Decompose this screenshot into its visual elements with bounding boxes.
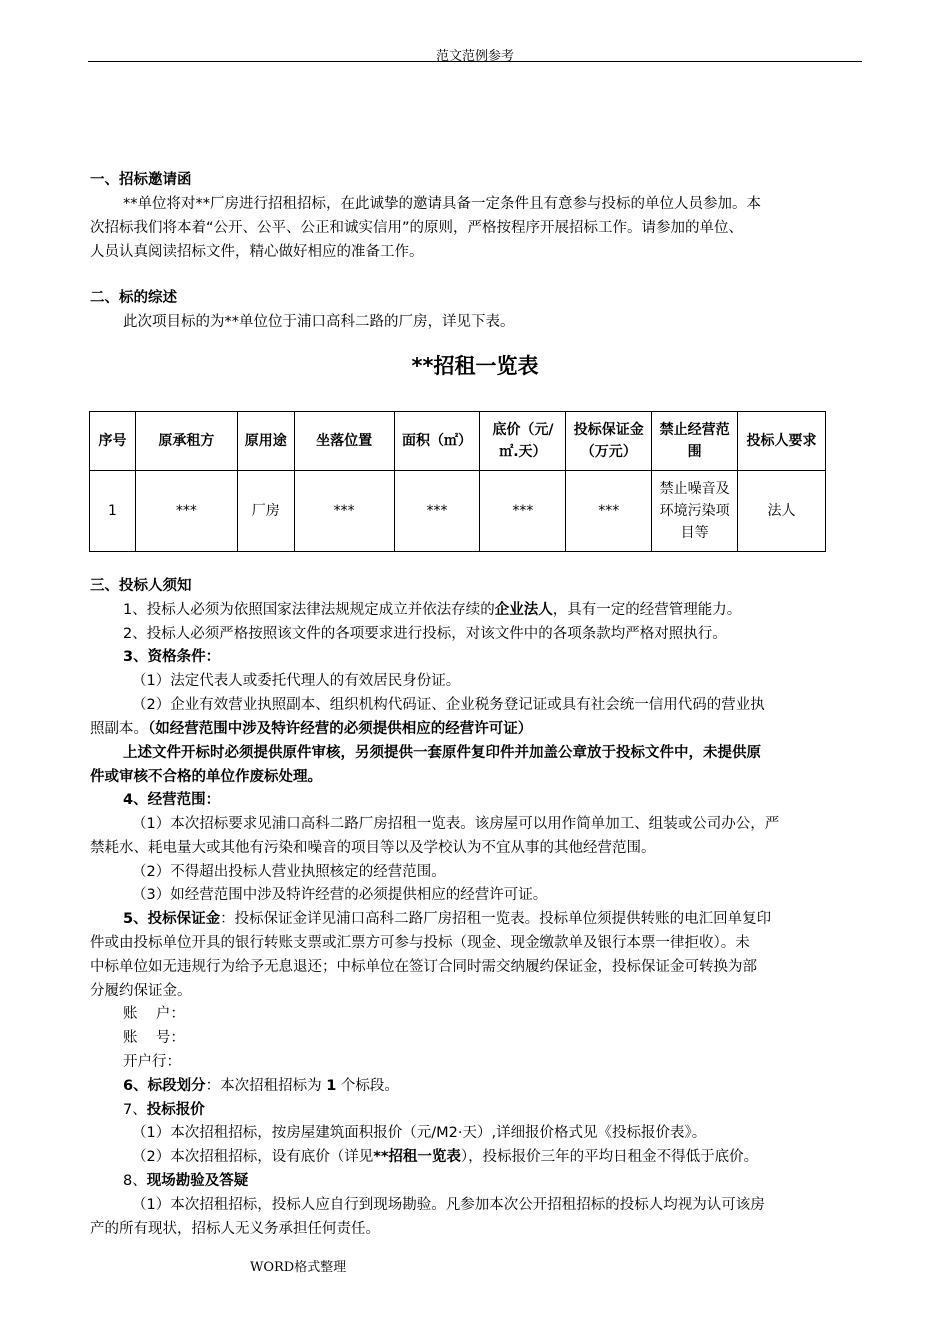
table-cell: *** bbox=[294, 471, 394, 552]
item8-heading bbox=[90, 1169, 898, 1193]
table-cell: *** bbox=[135, 471, 237, 552]
section1-para-line3: 人员认真阅读招标文件，精心做好相应的准备工作。 bbox=[90, 244, 424, 260]
table-cell: 禁止噪音及环境污染项目等 bbox=[652, 471, 738, 552]
item8-1-line1: （1）本次招租招标，投标人应自行到现场勘验。凡参加本次公开招租招标的投标人均视为认可该房 bbox=[132, 1197, 765, 1213]
item3-3-line2: 件或审核不合格的单位作废标处理。 bbox=[90, 769, 322, 785]
item7-2 bbox=[90, 1145, 907, 1169]
table-cell: *** bbox=[566, 471, 652, 552]
item5-text2: 投标单位须提供转账的电汇回单复印 bbox=[539, 911, 772, 927]
item6-text: ：本次招租招标为 bbox=[205, 1078, 322, 1094]
item1 bbox=[90, 598, 898, 622]
page-header: 范文范例参考 bbox=[435, 49, 514, 64]
item6 bbox=[90, 1074, 898, 1098]
item7-number: 7、 bbox=[123, 1102, 147, 1118]
item4-heading: 4、经营范围： bbox=[123, 792, 221, 808]
table-cell: 法人 bbox=[738, 471, 826, 552]
item3-heading: 3、资格条件： bbox=[123, 649, 221, 665]
item4-1-line1: （1）本次招标要求见浦口高科二路厂房招租一览表。该房屋可以用作简单加工、组装或公司办公，严 bbox=[132, 816, 780, 832]
item3-2-text: 照副本。 bbox=[90, 721, 148, 737]
item1-tail: ，具有一定的经营管理能力。 bbox=[552, 602, 742, 618]
lease-table bbox=[89, 411, 826, 552]
section2-heading: 二、标的综述 bbox=[90, 290, 177, 306]
header-cell: 原用途 bbox=[237, 412, 294, 471]
header-cell: 原承租方 bbox=[135, 412, 237, 471]
account-bank: 开户行： bbox=[123, 1054, 181, 1070]
header-cell: 投标人要求 bbox=[738, 412, 826, 471]
account-name: 账 户： bbox=[123, 1006, 185, 1022]
item5-line4: 分履约保证金。 bbox=[90, 983, 192, 999]
section1-para-line1: **单位将对**厂房进行招租招标，在此诚挚的邀请具备一定条件且有意参与投标的单位人员参加。本 bbox=[123, 196, 761, 212]
item6-count: 1 bbox=[326, 1078, 337, 1094]
section3-heading: 三、投标人须知 bbox=[90, 578, 192, 594]
item1-emphasis: 企业法人 bbox=[494, 602, 553, 618]
header-cell: 投标保证金（万元） bbox=[566, 412, 652, 471]
item6-heading: 6、标段划分 bbox=[123, 1078, 206, 1094]
item7-2-emphasis: **招租一览表 bbox=[373, 1149, 461, 1165]
item7-heading bbox=[90, 1098, 898, 1122]
table-cell: 厂房 bbox=[237, 471, 294, 552]
header-cell: 面积（㎡） bbox=[394, 412, 480, 471]
page-footer: WORD格式整理 bbox=[250, 1260, 347, 1275]
item3-2-emphasis: （如经营范围中涉及特许经营的必须提供相应的经营许可证） bbox=[148, 721, 533, 737]
item1-text: 1、投标人必须为依照国家法律法规规定成立并依法存续的 bbox=[123, 602, 495, 618]
item5-line1 bbox=[90, 907, 898, 931]
item6-tail: 个标段。 bbox=[340, 1078, 399, 1094]
item7-1: （1）本次招租招标，按房屋建筑面积报价（元/M2·天）,详细报价格式见《投标报价表》。 bbox=[132, 1125, 707, 1141]
item7-2-tail: ），投标报价三年的平均日租金不得低于底价。 bbox=[460, 1149, 759, 1165]
header-cell: 坐落位置 bbox=[294, 412, 394, 471]
item7-2-text: （2）本次招租招标，设有底价（详见 bbox=[132, 1149, 374, 1165]
item8-number: 8、 bbox=[123, 1173, 147, 1189]
item3-3-line1: 上述文件开标时必须提供原件审核，另须提供一套原件复印件并加盖公章放于投标文件中，未提供原 bbox=[123, 745, 761, 761]
item3-1: （1）法定代表人或委托代理人的有效居民身份证。 bbox=[132, 673, 461, 689]
item7-title: 投标报价 bbox=[146, 1102, 205, 1118]
section2-para: 此次项目标的为**单位位于浦口高科二路的厂房，详见下表。 bbox=[123, 314, 515, 330]
table-cell: 1 bbox=[90, 471, 136, 552]
item4-3: （3）如经营范围中涉及特许经营的必须提供相应的经营许可证。 bbox=[132, 887, 548, 903]
item4-2: （2）不得超出投标人营业执照核定的经营范围。 bbox=[132, 864, 446, 880]
header-cell: 序号 bbox=[90, 412, 136, 471]
item8-1-line2: 产的所有现状，招标人无义务承担任何责任。 bbox=[90, 1221, 380, 1237]
item5-line3: 中标单位如无违规行为给予无息退还；中标单位在签订合同时需交纳履约保证金，投标保证金可转换为部 bbox=[90, 959, 757, 975]
section1-para-line2: 次招标我们将本着“公开、公平、公正和诚实信用”的原则，严格按程序开展招标工作。请参加的单位、 bbox=[90, 220, 744, 236]
item4-1-line2: 禁耗水、耗电量大或其他有污染和噪音的项目等以及学校认为不宜从事的其他经营范围。 bbox=[90, 840, 656, 856]
header-cell: 底价（元/㎡.天） bbox=[480, 412, 566, 471]
item5-heading: 5、投标保证金 bbox=[123, 911, 221, 927]
section1-heading: 一、招标邀请函 bbox=[90, 172, 192, 188]
table-cell: *** bbox=[394, 471, 480, 552]
item5-text: ：投标保证金详见浦口高科二路厂房招租一览表。 bbox=[220, 911, 540, 927]
header-cell: 禁止经营范围 bbox=[652, 412, 738, 471]
item3-2-line1: （2）企业有效营业执照副本、组织机构代码证、企业税务登记证或具有社会统一信用代码的营业执 bbox=[132, 697, 765, 713]
item2: 2、投标人必须严格按照该文件的各项要求进行投标，对该文件中的各项条款均严格对照执行。 bbox=[123, 626, 727, 642]
item8-title: 现场勘验及答疑 bbox=[146, 1173, 249, 1189]
table-row bbox=[90, 471, 826, 552]
header-rule bbox=[88, 61, 862, 62]
table-title: **招租一览表 bbox=[411, 354, 539, 378]
item5-line2: 件或由投标单位开具的银行转账支票或汇票方可参与投标（现金、现金缴款单及银行本票一律拒收）。未 bbox=[90, 935, 750, 951]
account-number: 账 号： bbox=[123, 1030, 185, 1046]
table-header-row bbox=[90, 412, 826, 471]
table-cell: *** bbox=[480, 471, 566, 552]
item3-2-line2 bbox=[90, 717, 865, 741]
